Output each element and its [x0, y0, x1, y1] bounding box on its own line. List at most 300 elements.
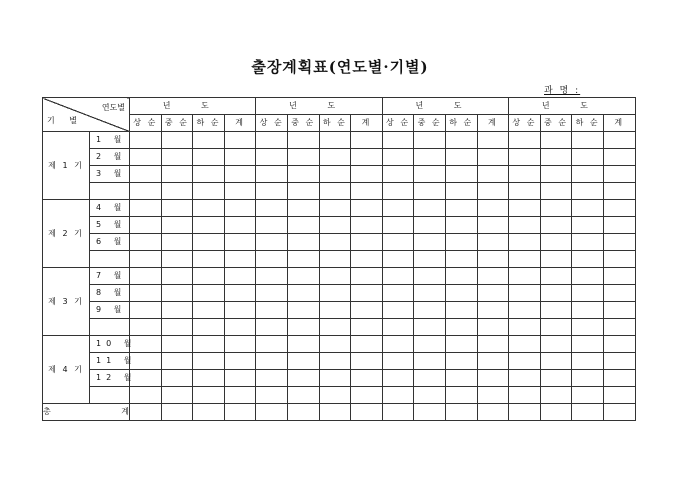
entry-cell[interactable] [540, 268, 572, 285]
subcolumn-header-cell: 계 [351, 115, 383, 132]
entry-cell[interactable] [351, 200, 383, 217]
entry-cell[interactable] [319, 183, 351, 200]
entry-cell[interactable] [572, 200, 604, 217]
month-label-cell [90, 387, 130, 404]
entry-cell[interactable] [572, 319, 604, 336]
entry-cell[interactable] [351, 370, 383, 387]
entry-cell[interactable] [224, 234, 256, 251]
entry-cell[interactable] [351, 387, 383, 404]
entry-cell[interactable] [540, 336, 572, 353]
entry-cell[interactable] [509, 166, 541, 183]
entry-cell[interactable] [351, 234, 383, 251]
entry-cell[interactable] [572, 166, 604, 183]
entry-cell[interactable] [445, 319, 477, 336]
entry-cell[interactable] [477, 183, 509, 200]
table-row [43, 302, 636, 319]
entry-cell[interactable] [193, 353, 225, 370]
entry-cell[interactable] [509, 217, 541, 234]
entry-cell[interactable] [319, 387, 351, 404]
entry-cell[interactable] [193, 132, 225, 149]
entry-cell[interactable] [477, 319, 509, 336]
entry-cell[interactable] [193, 302, 225, 319]
entry-cell[interactable] [319, 319, 351, 336]
total-entry-cell[interactable] [414, 404, 446, 421]
entry-cell[interactable] [256, 285, 288, 302]
table-row [43, 353, 636, 370]
entry-cell[interactable] [256, 336, 288, 353]
month-label-cell: 4 월 [90, 200, 130, 217]
entry-cell[interactable] [477, 200, 509, 217]
entry-cell[interactable] [509, 149, 541, 166]
entry-cell[interactable] [382, 251, 414, 268]
entry-cell[interactable] [414, 302, 446, 319]
entry-cell[interactable] [351, 285, 383, 302]
entry-cell[interactable] [287, 285, 319, 302]
entry-cell[interactable] [130, 166, 162, 183]
entry-cell[interactable] [256, 268, 288, 285]
entry-cell[interactable] [193, 336, 225, 353]
entry-cell[interactable] [572, 132, 604, 149]
entry-cell[interactable] [445, 285, 477, 302]
total-entry-cell[interactable] [572, 404, 604, 421]
subcolumn-header-cell: 중 순 [540, 115, 572, 132]
entry-cell[interactable] [382, 319, 414, 336]
table-row [43, 132, 636, 149]
entry-cell[interactable] [540, 149, 572, 166]
entry-cell[interactable] [161, 370, 193, 387]
entry-cell[interactable] [224, 251, 256, 268]
entry-cell[interactable] [540, 370, 572, 387]
subcolumn-header-cell: 상 순 [130, 115, 162, 132]
entry-cell[interactable] [445, 200, 477, 217]
entry-cell[interactable] [603, 183, 635, 200]
entry-cell[interactable] [224, 387, 256, 404]
entry-cell[interactable] [256, 353, 288, 370]
entry-cell[interactable] [382, 268, 414, 285]
entry-cell[interactable] [130, 234, 162, 251]
entry-cell[interactable] [414, 336, 446, 353]
entry-cell[interactable] [414, 183, 446, 200]
entry-cell[interactable] [509, 302, 541, 319]
entry-cell[interactable] [477, 336, 509, 353]
table-row [43, 149, 636, 166]
entry-cell[interactable] [351, 217, 383, 234]
entry-cell[interactable] [414, 217, 446, 234]
entry-cell[interactable] [256, 251, 288, 268]
entry-cell[interactable] [161, 319, 193, 336]
entry-cell[interactable] [287, 268, 319, 285]
entry-cell[interactable] [256, 166, 288, 183]
entry-cell[interactable] [351, 336, 383, 353]
entry-cell[interactable] [540, 183, 572, 200]
total-entry-cell[interactable] [509, 404, 541, 421]
entry-cell[interactable] [603, 166, 635, 183]
entry-cell[interactable] [382, 336, 414, 353]
entry-cell[interactable] [540, 234, 572, 251]
entry-cell[interactable] [382, 234, 414, 251]
entry-cell[interactable] [572, 251, 604, 268]
entry-cell[interactable] [509, 200, 541, 217]
entry-cell[interactable] [319, 336, 351, 353]
entry-cell[interactable] [351, 251, 383, 268]
entry-cell[interactable] [130, 217, 162, 234]
entry-cell[interactable] [445, 302, 477, 319]
entry-cell[interactable] [161, 268, 193, 285]
entry-cell[interactable] [509, 132, 541, 149]
entry-cell[interactable] [130, 132, 162, 149]
entry-cell[interactable] [351, 319, 383, 336]
entry-cell[interactable] [319, 302, 351, 319]
entry-cell[interactable] [382, 302, 414, 319]
entry-cell[interactable] [540, 302, 572, 319]
entry-cell[interactable] [477, 234, 509, 251]
entry-cell[interactable] [603, 132, 635, 149]
entry-cell[interactable] [351, 268, 383, 285]
entry-cell[interactable] [351, 149, 383, 166]
entry-cell[interactable] [224, 217, 256, 234]
entry-cell[interactable] [224, 200, 256, 217]
entry-cell[interactable] [319, 200, 351, 217]
entry-cell[interactable] [414, 268, 446, 285]
entry-cell[interactable] [382, 149, 414, 166]
entry-cell[interactable] [603, 387, 635, 404]
entry-cell[interactable] [287, 200, 319, 217]
entry-cell[interactable] [319, 234, 351, 251]
month-label-cell [90, 251, 130, 268]
entry-cell[interactable] [319, 268, 351, 285]
month-label-cell: 8 월 [90, 285, 130, 302]
entry-cell[interactable] [193, 234, 225, 251]
subcolumn-header-cell: 상 순 [256, 115, 288, 132]
entry-cell[interactable] [382, 370, 414, 387]
subcolumn-header-cell: 중 순 [414, 115, 446, 132]
entry-cell[interactable] [509, 268, 541, 285]
total-entry-cell[interactable] [161, 404, 193, 421]
entry-cell[interactable] [603, 285, 635, 302]
entry-cell[interactable] [224, 353, 256, 370]
entry-cell[interactable] [193, 319, 225, 336]
month-label-cell: 6 월 [90, 234, 130, 251]
entry-cell[interactable] [477, 285, 509, 302]
month-label-cell: 2 월 [90, 149, 130, 166]
entry-cell[interactable] [382, 353, 414, 370]
entry-cell[interactable] [287, 319, 319, 336]
entry-cell[interactable] [130, 251, 162, 268]
total-entry-cell[interactable] [256, 404, 288, 421]
total-entry-cell[interactable] [351, 404, 383, 421]
entry-cell[interactable] [256, 319, 288, 336]
entry-cell[interactable] [414, 387, 446, 404]
entry-cell[interactable] [445, 387, 477, 404]
entry-cell[interactable] [414, 166, 446, 183]
entry-cell[interactable] [287, 132, 319, 149]
entry-cell[interactable] [445, 268, 477, 285]
entry-cell[interactable] [382, 132, 414, 149]
entry-cell[interactable] [319, 166, 351, 183]
entry-cell[interactable] [382, 285, 414, 302]
entry-cell[interactable] [287, 336, 319, 353]
entry-cell[interactable] [572, 234, 604, 251]
entry-cell[interactable] [540, 132, 572, 149]
total-entry-cell[interactable] [382, 404, 414, 421]
entry-cell[interactable] [351, 183, 383, 200]
entry-cell[interactable] [477, 370, 509, 387]
entry-cell[interactable] [256, 149, 288, 166]
entry-cell[interactable] [509, 370, 541, 387]
entry-cell[interactable] [256, 234, 288, 251]
entry-cell[interactable] [351, 166, 383, 183]
year-header-cell: 년 도 [509, 98, 635, 115]
entry-cell[interactable] [414, 132, 446, 149]
entry-cell[interactable] [603, 234, 635, 251]
entry-cell[interactable] [414, 319, 446, 336]
entry-cell[interactable] [382, 200, 414, 217]
entry-cell[interactable] [603, 319, 635, 336]
entry-cell[interactable] [445, 370, 477, 387]
entry-cell[interactable] [256, 217, 288, 234]
entry-cell[interactable] [193, 217, 225, 234]
entry-cell[interactable] [319, 285, 351, 302]
total-entry-cell[interactable] [540, 404, 572, 421]
entry-cell[interactable] [509, 336, 541, 353]
entry-cell[interactable] [256, 302, 288, 319]
total-entry-cell[interactable] [445, 404, 477, 421]
entry-cell[interactable] [603, 353, 635, 370]
entry-cell[interactable] [224, 149, 256, 166]
entry-cell[interactable] [414, 370, 446, 387]
entry-cell[interactable] [477, 251, 509, 268]
entry-cell[interactable] [319, 149, 351, 166]
entry-cell[interactable] [382, 166, 414, 183]
entry-cell[interactable] [161, 183, 193, 200]
entry-cell[interactable] [287, 251, 319, 268]
table-row [43, 217, 636, 234]
entry-cell[interactable] [382, 387, 414, 404]
entry-cell[interactable] [572, 353, 604, 370]
entry-cell[interactable] [287, 387, 319, 404]
entry-cell[interactable] [477, 353, 509, 370]
table-row [43, 200, 636, 217]
entry-cell[interactable] [193, 183, 225, 200]
entry-cell[interactable] [193, 251, 225, 268]
entry-cell[interactable] [319, 251, 351, 268]
table-row [43, 251, 636, 268]
entry-cell[interactable] [540, 319, 572, 336]
entry-cell[interactable] [382, 217, 414, 234]
entry-cell[interactable] [224, 183, 256, 200]
entry-cell[interactable] [287, 234, 319, 251]
entry-cell[interactable] [445, 149, 477, 166]
entry-cell[interactable] [193, 149, 225, 166]
entry-cell[interactable] [603, 217, 635, 234]
entry-cell[interactable] [509, 183, 541, 200]
table-row [43, 268, 636, 285]
entry-cell[interactable] [130, 268, 162, 285]
entry-cell[interactable] [193, 285, 225, 302]
entry-cell[interactable] [445, 353, 477, 370]
entry-cell[interactable] [130, 285, 162, 302]
entry-cell[interactable] [287, 149, 319, 166]
subcolumn-header-cell: 계 [603, 115, 635, 132]
entry-cell[interactable] [319, 370, 351, 387]
month-label-cell [90, 319, 130, 336]
entry-cell[interactable] [603, 200, 635, 217]
entry-cell[interactable] [256, 132, 288, 149]
entry-cell[interactable] [224, 132, 256, 149]
entry-cell[interactable] [287, 302, 319, 319]
entry-cell[interactable] [414, 285, 446, 302]
entry-cell[interactable] [414, 353, 446, 370]
entry-cell[interactable] [414, 251, 446, 268]
entry-cell[interactable] [256, 370, 288, 387]
table-row [43, 234, 636, 251]
total-entry-cell[interactable] [603, 404, 635, 421]
table-row [43, 166, 636, 183]
entry-cell[interactable] [445, 336, 477, 353]
month-label-cell: 9 월 [90, 302, 130, 319]
entry-cell[interactable] [382, 183, 414, 200]
entry-cell[interactable] [477, 217, 509, 234]
entry-cell[interactable] [193, 200, 225, 217]
entry-cell[interactable] [224, 319, 256, 336]
entry-cell[interactable] [603, 302, 635, 319]
entry-cell[interactable] [572, 183, 604, 200]
entry-cell[interactable] [287, 353, 319, 370]
total-entry-cell[interactable] [477, 404, 509, 421]
entry-cell[interactable] [572, 217, 604, 234]
entry-cell[interactable] [351, 353, 383, 370]
entry-cell[interactable] [287, 183, 319, 200]
entry-cell[interactable] [161, 336, 193, 353]
entry-cell[interactable] [161, 302, 193, 319]
entry-cell[interactable] [224, 285, 256, 302]
entry-cell[interactable] [161, 285, 193, 302]
entry-cell[interactable] [509, 251, 541, 268]
entry-cell[interactable] [445, 217, 477, 234]
entry-cell[interactable] [193, 387, 225, 404]
entry-cell[interactable] [603, 251, 635, 268]
entry-cell[interactable] [445, 183, 477, 200]
entry-cell[interactable] [351, 302, 383, 319]
entry-cell[interactable] [414, 149, 446, 166]
entry-cell[interactable] [572, 387, 604, 404]
entry-cell[interactable] [540, 353, 572, 370]
entry-cell[interactable] [319, 353, 351, 370]
entry-cell[interactable] [224, 302, 256, 319]
entry-cell[interactable] [161, 132, 193, 149]
entry-cell[interactable] [477, 387, 509, 404]
entry-cell[interactable] [509, 285, 541, 302]
entry-cell[interactable] [445, 234, 477, 251]
entry-cell[interactable] [130, 183, 162, 200]
entry-cell[interactable] [130, 319, 162, 336]
entry-cell[interactable] [540, 217, 572, 234]
entry-cell[interactable] [572, 285, 604, 302]
entry-cell[interactable] [445, 251, 477, 268]
entry-cell[interactable] [445, 166, 477, 183]
entry-cell[interactable] [477, 132, 509, 149]
entry-cell[interactable] [224, 166, 256, 183]
subcolumn-header-cell: 중 순 [161, 115, 193, 132]
entry-cell[interactable] [540, 387, 572, 404]
entry-cell[interactable] [287, 370, 319, 387]
entry-cell[interactable] [509, 387, 541, 404]
entry-cell[interactable] [287, 166, 319, 183]
entry-cell[interactable] [130, 149, 162, 166]
entry-cell[interactable] [193, 268, 225, 285]
entry-cell[interactable] [572, 268, 604, 285]
entry-cell[interactable] [193, 370, 225, 387]
total-entry-cell[interactable] [287, 404, 319, 421]
entry-cell[interactable] [161, 251, 193, 268]
entry-cell[interactable] [603, 336, 635, 353]
entry-cell[interactable] [224, 268, 256, 285]
total-entry-cell[interactable] [193, 404, 225, 421]
entry-cell[interactable] [603, 268, 635, 285]
entry-cell[interactable] [445, 132, 477, 149]
entry-cell[interactable] [509, 353, 541, 370]
entry-cell[interactable] [287, 217, 319, 234]
entry-cell[interactable] [477, 149, 509, 166]
entry-cell[interactable] [603, 149, 635, 166]
entry-cell[interactable] [319, 132, 351, 149]
entry-cell[interactable] [161, 166, 193, 183]
total-entry-cell[interactable] [224, 404, 256, 421]
entry-cell[interactable] [509, 319, 541, 336]
entry-cell[interactable] [540, 200, 572, 217]
entry-cell[interactable] [193, 166, 225, 183]
entry-cell[interactable] [161, 353, 193, 370]
subcolumn-header-cell: 계 [224, 115, 256, 132]
entry-cell[interactable] [256, 387, 288, 404]
entry-cell[interactable] [572, 336, 604, 353]
total-entry-cell[interactable] [319, 404, 351, 421]
entry-cell[interactable] [572, 302, 604, 319]
entry-cell[interactable] [224, 370, 256, 387]
entry-cell[interactable] [161, 234, 193, 251]
entry-cell[interactable] [256, 200, 288, 217]
entry-cell[interactable] [414, 234, 446, 251]
entry-cell[interactable] [319, 217, 351, 234]
entry-cell[interactable] [161, 149, 193, 166]
entry-cell[interactable] [130, 200, 162, 217]
entry-cell[interactable] [351, 132, 383, 149]
entry-cell[interactable] [572, 370, 604, 387]
subcolumn-header-cell: 하 순 [319, 115, 351, 132]
entry-cell[interactable] [477, 166, 509, 183]
entry-cell[interactable] [477, 302, 509, 319]
subcolumn-header-cell: 하 순 [445, 115, 477, 132]
entry-cell[interactable] [224, 336, 256, 353]
entry-cell[interactable] [540, 166, 572, 183]
subcolumn-header-cell: 상 순 [382, 115, 414, 132]
entry-cell[interactable] [130, 387, 162, 404]
entry-cell[interactable] [603, 370, 635, 387]
entry-cell[interactable] [572, 149, 604, 166]
entry-cell[interactable] [477, 268, 509, 285]
corner-year-label: 연도별 [101, 103, 125, 112]
table-row [43, 319, 636, 336]
entry-cell[interactable] [130, 302, 162, 319]
entry-cell[interactable] [509, 234, 541, 251]
entry-cell[interactable] [161, 217, 193, 234]
entry-cell[interactable] [540, 285, 572, 302]
entry-cell[interactable] [161, 200, 193, 217]
entry-cell[interactable] [414, 200, 446, 217]
entry-cell[interactable] [161, 387, 193, 404]
entry-cell[interactable] [540, 251, 572, 268]
entry-cell[interactable] [256, 183, 288, 200]
